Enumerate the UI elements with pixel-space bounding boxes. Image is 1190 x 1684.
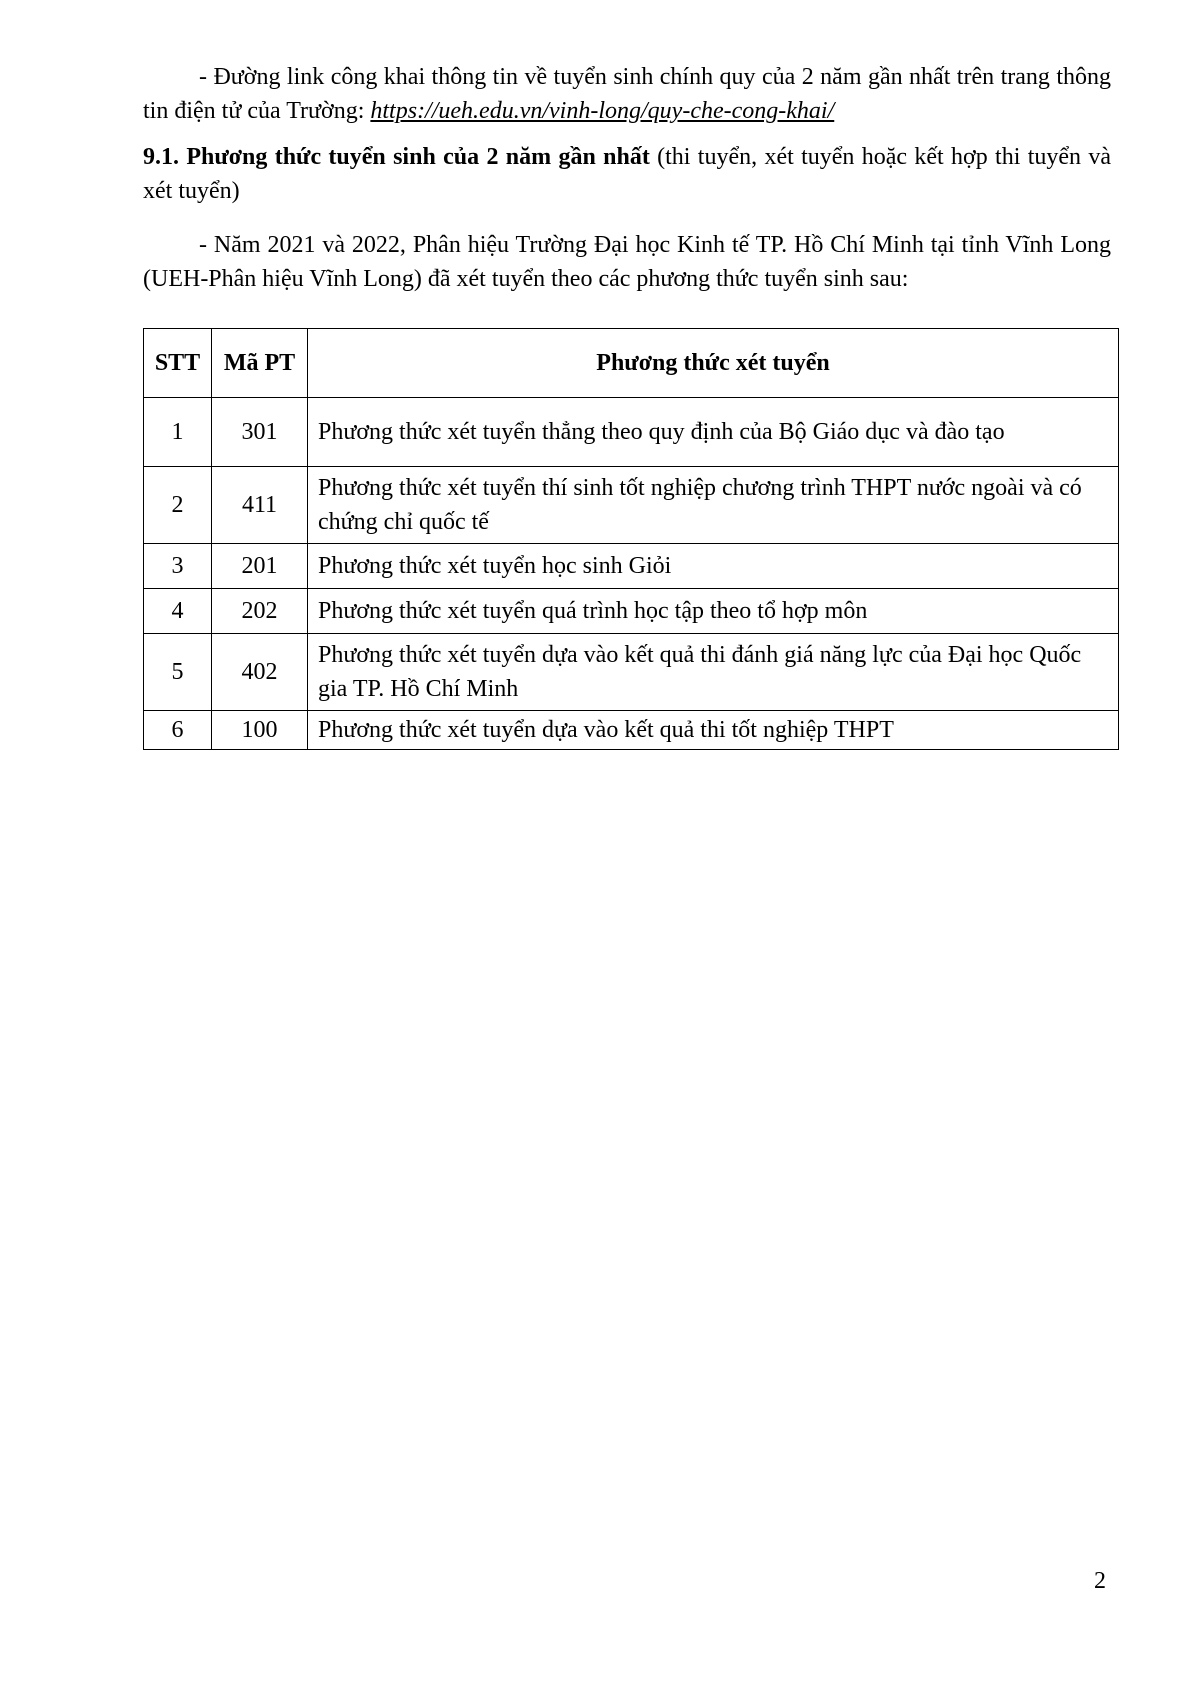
- intro-paragraph: [143, 60, 1111, 128]
- cell-code: 100: [212, 711, 308, 750]
- cell-stt: 6: [144, 711, 212, 750]
- cell-method: Phương thức xét tuyển quá trình học tập theo tổ hợp môn: [308, 589, 1119, 634]
- cell-code: 301: [212, 398, 308, 467]
- section-heading: [143, 140, 1111, 208]
- cell-stt: 4: [144, 589, 212, 634]
- table-row: [144, 544, 1119, 589]
- intro-text: - Đường link công khai thông tin về tuyển sinh chính quy của 2 năm gần nhất trên trang thông tin điện tử của Trường:: [143, 64, 1111, 124]
- cell-code: 411: [212, 467, 308, 544]
- header-stt: STT: [144, 329, 212, 398]
- cell-method: Phương thức xét tuyển thẳng theo quy định của Bộ Giáo dục và đào tạo: [308, 398, 1119, 467]
- cell-method: Phương thức xét tuyển dựa vào kết quả thi tốt nghiệp THPT: [308, 711, 1119, 750]
- admission-methods-table: [143, 328, 1119, 750]
- cell-code: 402: [212, 634, 308, 711]
- page-number: 2: [1094, 1568, 1106, 1594]
- table-row: [144, 589, 1119, 634]
- disclosure-link[interactable]: https://ueh.edu.vn/vinh-long/quy-che-cong-khai/: [370, 98, 835, 124]
- table-row: [144, 634, 1119, 711]
- description-paragraph: - Năm 2021 và 2022, Phân hiệu Trường Đại học Kinh tế TP. Hồ Chí Minh tại tỉnh Vĩnh Long (UEH-Phân hiệu Vĩnh Long) đã xét tuyển theo các phương thức tuyển sinh sau:: [143, 232, 1111, 292]
- table-row: [144, 398, 1119, 467]
- cell-code: 201: [212, 544, 308, 589]
- table-header-row: [144, 329, 1119, 398]
- section-heading-bold: 9.1. Phương thức tuyển sinh của 2 năm gần nhất: [143, 144, 650, 170]
- cell-stt: 3: [144, 544, 212, 589]
- cell-stt: 1: [144, 398, 212, 467]
- cell-stt: 5: [144, 634, 212, 711]
- document-body: [143, 60, 1111, 750]
- header-method: Phương thức xét tuyển: [308, 329, 1119, 398]
- cell-method: Phương thức xét tuyển thí sinh tốt nghiệp chương trình THPT nước ngoài và có chứng chỉ quốc tế: [308, 467, 1119, 544]
- cell-method: Phương thức xét tuyển học sinh Giỏi: [308, 544, 1119, 589]
- header-code: Mã PT: [212, 329, 308, 398]
- cell-code: 202: [212, 589, 308, 634]
- table-row: [144, 711, 1119, 750]
- section-heading-rest: (thi tuyển, xét tuyển hoặc kết hợp thi tuyển và xét tuyển): [143, 144, 1111, 204]
- cell-method: Phương thức xét tuyển dựa vào kết quả thi đánh giá năng lực của Đại học Quốc gia TP. Hồ Chí Minh: [308, 634, 1119, 711]
- table-row: [144, 467, 1119, 544]
- cell-stt: 2: [144, 467, 212, 544]
